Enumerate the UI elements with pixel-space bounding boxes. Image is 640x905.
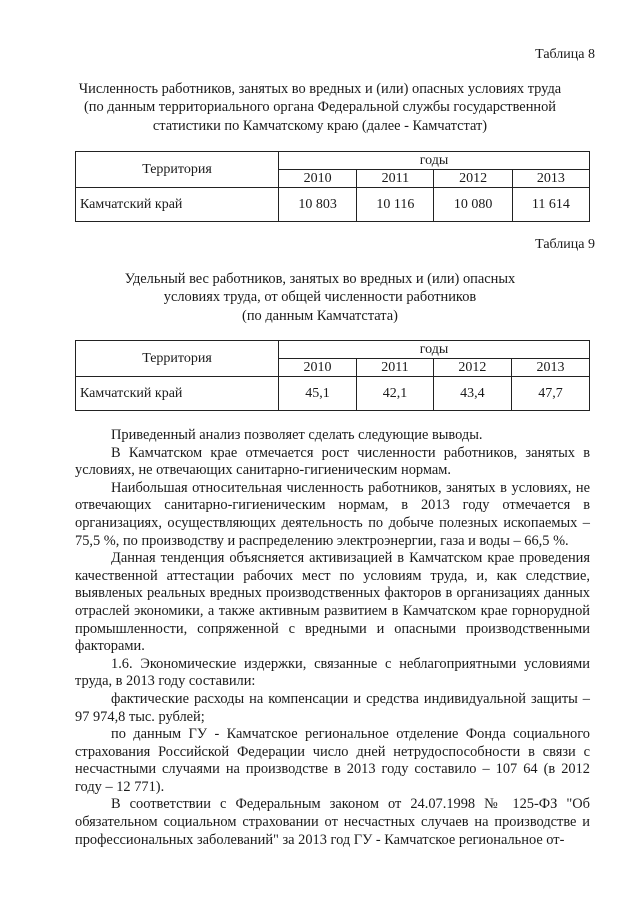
table9-value: 42,1 <box>357 377 434 411</box>
table9-title-line: условиях труда, от общей численности работников <box>163 289 477 306</box>
table8-title <box>60 80 580 135</box>
table9-value: 47,7 <box>511 377 589 411</box>
table8-caption: Таблица 8 <box>535 47 595 62</box>
table8-row <box>76 188 590 222</box>
table9-year: 2011 <box>357 359 434 377</box>
table9 <box>75 340 590 411</box>
table8-territory: Камчатский край <box>76 188 279 222</box>
table8-title-line: статистики по Камчатскому краю (далее - Камчатстат) <box>152 117 488 134</box>
table9-year: 2012 <box>433 359 511 377</box>
table9-caption: Таблица 9 <box>535 237 595 252</box>
table8-header-territory: Территория <box>76 152 279 188</box>
table9-title-line: (по данным Камчатстата) <box>242 307 398 324</box>
table8-year: 2012 <box>434 170 512 188</box>
table9-title <box>60 270 580 325</box>
table8-title-line: Численность работников, занятых во вредных и (или) опасных условиях труда <box>78 81 562 97</box>
table9-year: 2013 <box>511 359 589 377</box>
table9-title-line: Удельный вес работников, занятых во вредных и (или) опасных <box>124 271 516 287</box>
table8-year: 2011 <box>357 170 434 188</box>
table9-header-territory: Территория <box>76 341 279 377</box>
paragraph: В Камчатском крае отмечается рост численности работников, занятых в условиях, не отвечающих санитарно-гигиеническим нормам. <box>75 444 590 479</box>
table9-header-years: годы <box>279 341 590 359</box>
paragraph: Данная тенденция объясняется активизацией в Камчатском крае проведения качественной аттестации рабочих мест по условиям труда, и, как следствие, выявленых реальных вредных производственных факторов в организациях данных отраслей экономики, а также активным развитием в Камчатском крае горнорудной промышленности, сопряженной с вредными и опасными производственными факторами. <box>75 550 590 655</box>
table8 <box>75 151 590 222</box>
paragraph: фактические расходы на компенсации и средства индивидуальной защиты – 97 974,8 тыс. рублей; <box>75 690 590 725</box>
body-text <box>75 427 590 849</box>
table8-value: 11 614 <box>512 188 589 222</box>
table8-year: 2010 <box>279 170 357 188</box>
table9-value: 43,4 <box>433 377 511 411</box>
paragraph: Приведенный анализ позволяет сделать следующие выводы. <box>111 427 483 443</box>
table8-title-line: (по данным территориального органа Федеральной службы государственной <box>84 99 556 116</box>
table9-row <box>76 377 590 411</box>
paragraph: Наибольшая относительная численность работников, занятых в условиях, не отвечающих санитарно-гигиеническим нормам, в 2013 году отмечается в организациях, осуществляющих деятельность по добыче полезных ископаемых – 75,5 %, по производству и распределению электроэнергии, газа и воды – 66,5 %. <box>75 479 590 549</box>
table8-value: 10 803 <box>279 188 357 222</box>
table9-value: 45,1 <box>279 377 357 411</box>
paragraph: В соответствии с Федеральным законом от 24.07.1998 № 125-ФЗ "Об обязательном социальном страховании от несчастных случаев на производстве и профессиональных заболеваний" за 2013 год ГУ - Камчатское региональное от- <box>75 796 590 848</box>
paragraph: по данным ГУ - Камчатское региональное отделение Фонда социального страхования Российской Федерации число дней нетрудоспособности в связи с несчастными случаями на производстве в 2013 году составило – 107 64 (в 2012 году – 12 771). <box>75 726 590 795</box>
paragraph: 1.6. Экономические издержки, связанные с неблагоприятными условиями труда, в 2013 году составили: <box>75 655 590 690</box>
table9-year: 2010 <box>279 359 357 377</box>
table8-header-years: годы <box>279 152 590 170</box>
table8-value: 10 080 <box>434 188 512 222</box>
table8-value: 10 116 <box>357 188 434 222</box>
table8-year: 2013 <box>512 170 589 188</box>
table9-territory: Камчатский край <box>76 377 279 411</box>
